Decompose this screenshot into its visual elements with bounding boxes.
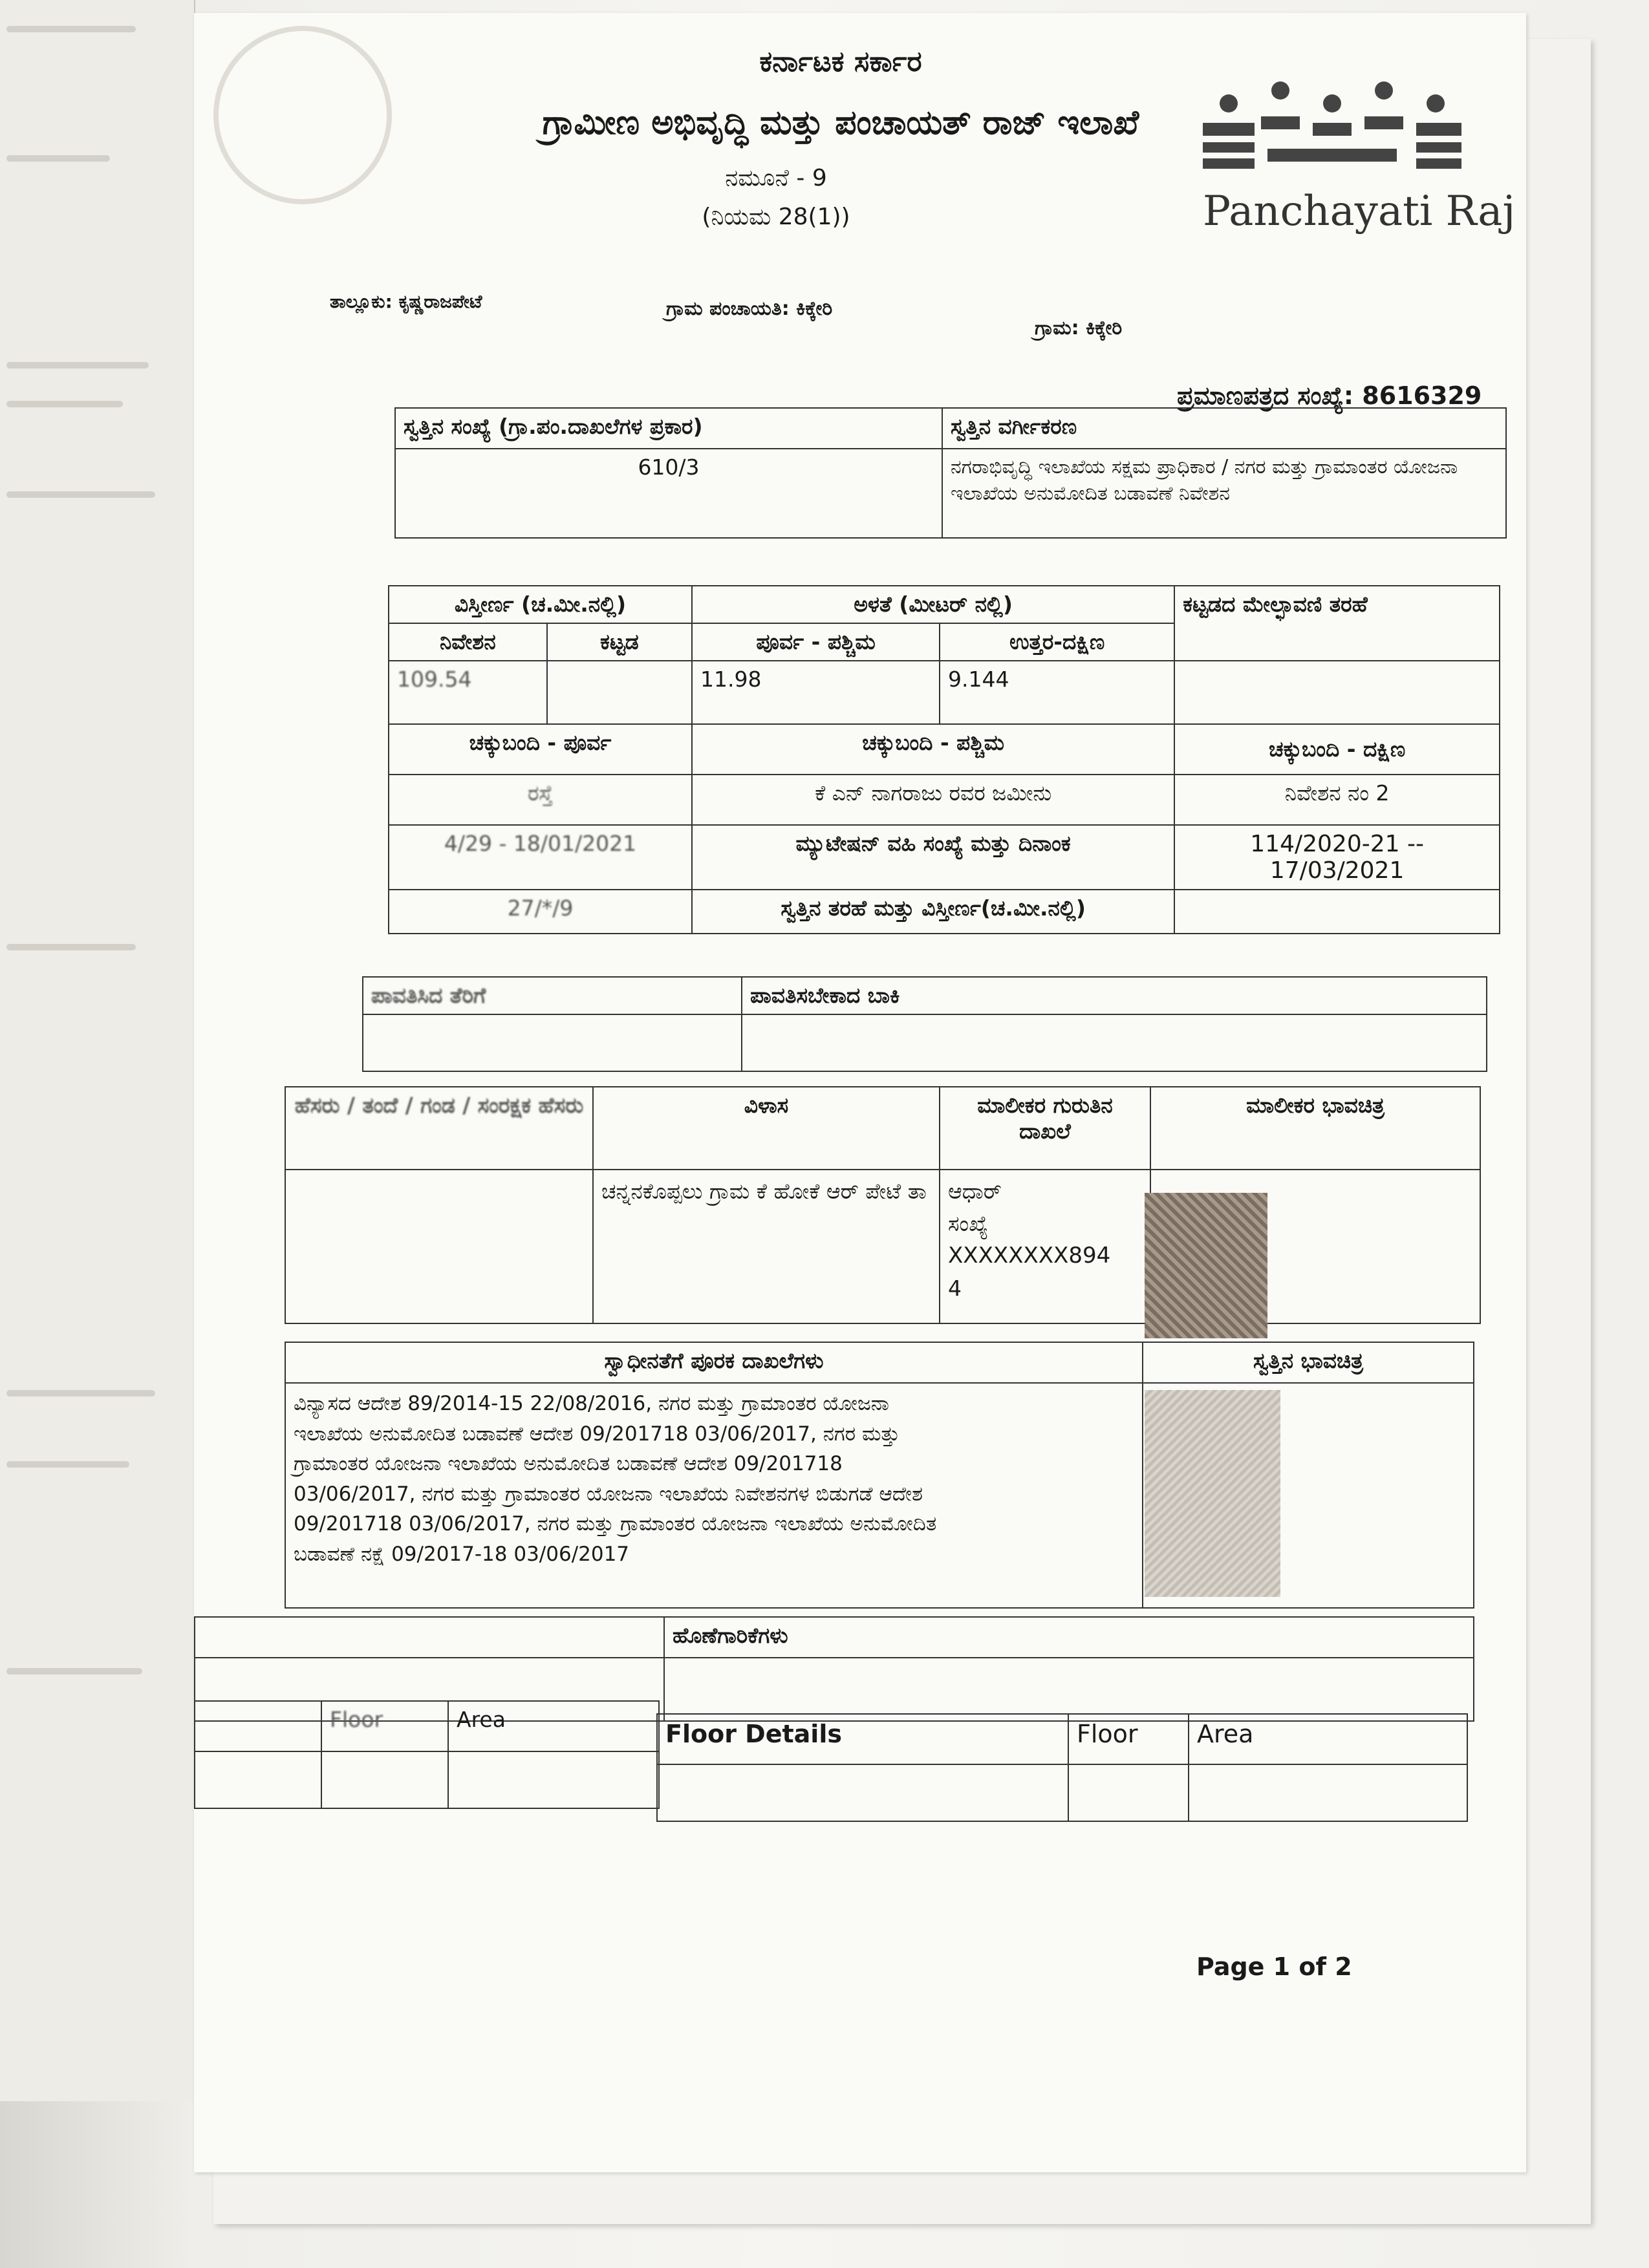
page-number: Page 1 of 2 [1196, 1952, 1352, 1981]
tax-paid-value [363, 1014, 742, 1071]
floor-left-row [195, 1751, 321, 1808]
area-header-right: Area [1189, 1714, 1467, 1764]
floor-right-row [657, 1764, 1068, 1821]
roof-type-label: ಕಟ್ಟಡದ ಮೇಲ್ಛಾವಣಿ ತರಹೆ [1174, 586, 1500, 661]
mutation-label: ಮ್ಯುಟೇಷನ್ ವಹಿ ಸಂಖ್ಯೆ ಮತ್ತು ದಿನಾಂಕ [692, 825, 1174, 890]
boundary-south-label: ಚಕ್ಕುಬಂದಿ - ದಕ್ಷಿಣ [1174, 724, 1500, 775]
floor-table-left [194, 1700, 660, 1809]
north-south-value: 9.144 [940, 661, 1174, 724]
village: ಗ್ರಾಮ: ಕಿಕ್ಕೇರಿ [1035, 317, 1123, 339]
id-value: XXXXXXXX894 [948, 1243, 1111, 1268]
taluk: ತಾಲ್ಲೂಕು: ಕೃಷ್ಣರಾಜಪೇಟೆ [330, 291, 482, 312]
classification-value: ನಗರಾಭಿವೃದ್ಧಿ ಇಲಾಖೆಯ ಸಕ್ಷಮ ಪ್ರಾಧಿಕಾರ / ನಗರ ಮತ್ತು ಗ್ರಾಮಾಂತರ ಯೋಜನಾ ಇಲಾಖೆಯ ಅನುಮೋದಿತ ಬಡಾವಣೆ ನಿವೇಶನ [942, 449, 1506, 538]
owner-address: ಚನ್ನನಕೊಪ್ಪಲು ಗ್ರಾಮ ಕೆ ಹೋಕೆ ಆರ್ ಪೇಟೆ ತಾ [593, 1170, 940, 1323]
form-number: ನಮೂನೆ - 9 [725, 165, 827, 191]
liabilities-value [664, 1658, 1474, 1721]
floor-details-header: Floor Details [657, 1714, 1068, 1764]
site-area: 109.54 [389, 661, 547, 724]
boundary-east-label: ಚಕ್ಕುಬಂದಿ - ಪೂರ್ವ [389, 724, 692, 775]
tax-due-value [742, 1014, 1487, 1071]
liabilities-left [195, 1617, 664, 1658]
type-area-label: ಸ್ವತ್ತಿನ ತರಹೆ ಮತ್ತು ವಿಸ್ತೀರ್ಣ(ಚ.ಮೀ.ನಲ್ಲಿ) [692, 890, 1174, 934]
asset-number: 610/3 [395, 449, 942, 538]
tax-paid-label: ಪಾವತಿಸಿದ ತೆರಿಗೆ [363, 977, 742, 1014]
documents-text [285, 1383, 1143, 1608]
tax-due-label: ಪಾವತಿಸಬೇಕಾದ ಬಾಕಿ [742, 977, 1487, 1014]
mutation-value: 114/2020-21 -- 17/03/2021 [1174, 825, 1500, 890]
id-value-tail: 4 [948, 1276, 962, 1301]
floor-table-right [656, 1713, 1468, 1822]
logo-text: Panchayati Raj [1203, 187, 1516, 235]
documents-table [285, 1342, 1474, 1609]
asset-photo [1145, 1390, 1280, 1597]
boundary-west-label: ಚಕ್ಕುಬಂದಿ - ಪಶ್ಚಿಮ [692, 724, 1174, 775]
roof-type-value [1174, 661, 1500, 724]
doc-line: ಗ್ರಾಮಾಂತರ ಯೋಜನಾ ಇಲಾಖೆಯ ಅನುಮೋದಿತ ಬಡಾವಣೆ ಆದೇಶ 09/201718 [294, 1452, 843, 1475]
id-number-label: ಸಂಖ್ಯೆ [948, 1210, 989, 1236]
area-header-left: Area [448, 1701, 659, 1751]
dimensions-table [388, 585, 1500, 934]
owner-name-label: ಹೆಸರು / ತಂದೆ / ಗಂಡ / ಸಂರಕ್ಷಕ ಹೆಸರು [285, 1087, 593, 1170]
asset-no-label: ಸ್ವತ್ತಿನ ಸಂಖ್ಯೆ (ಗ್ರಾ.ಪಂ.ದಾಖಲೆಗಳ ಪ್ರಕಾರ) [395, 408, 942, 449]
doc-line: ಇಲಾಖೆಯ ಅನುಮೋದಿತ ಬಡಾವಣೆ ಆದೇಶ 09/201718 03/06/2017, ನಗರ ಮತ್ತು [294, 1422, 900, 1446]
asset-photo-label: ಸ್ವತ್ತಿನ ಭಾವಚಿತ್ರ [1143, 1342, 1474, 1383]
boundary-east: ರಸ್ತೆ [389, 775, 692, 825]
gov-title: ಕರ್ನಾಟಕ ಸರ್ಕಾರ [759, 45, 922, 78]
east-west-label: ಪೂರ್ವ - ಪಶ್ಚಿಮ [692, 623, 940, 661]
building-label: ಕಟ್ಟಡ [547, 623, 692, 661]
address-label: ವಿಳಾಸ [593, 1087, 940, 1170]
left-overlapping-sheet [0, 0, 195, 2101]
east-west-value: 11.98 [692, 661, 940, 724]
owner-id-cell [940, 1170, 1150, 1323]
documents-label: ಸ್ವಾಧೀನತೆಗೆ ಪೂರಕ ದಾಖಲೆಗಳು [285, 1342, 1143, 1383]
boundary-south: ನಿವೇಶನ ನಂ 2 [1174, 775, 1500, 825]
floor-header-right: Floor [1068, 1714, 1189, 1764]
boundary-west: ಕೆ ಎನ್ ನಾಗರಾಜು ರವರ ಜಮೀನು [692, 775, 1174, 825]
id-type: ಆಧಾರ್ [948, 1179, 1002, 1204]
tax-table [362, 976, 1487, 1072]
doc-line: ವಿನ್ಯಾಸದ ಆದೇಶ 89/2014-15 22/08/2016, ನಗರ ಮತ್ತು ಗ್ರಾಮಾಂತರ ಯೋಜನಾ [294, 1392, 889, 1415]
building-area [547, 661, 692, 724]
dept-title: ಗ್ರಾಮೀಣ ಅಭಿವೃದ್ಧಿ ಮತ್ತು ಪಂಚಾಯತ್ ರಾಜ್ ಇಲಾಖೆ [542, 103, 1139, 142]
registration-number: 4/29 - 18/01/2021 [389, 825, 692, 890]
owner-name [285, 1170, 593, 1323]
doc-line: ಬಡಾವಣೆ ನಕ್ಷೆ 09/2017-18 03/06/2017 [294, 1542, 630, 1566]
doc-line: 09/201718 03/06/2017, ನಗರ ಮತ್ತು ಗ್ರಾಮಾಂತರ ಯೋಜನಾ ಇಲಾಖೆಯ ಅನುಮೋದಿತ [294, 1512, 937, 1535]
type-area-value [1174, 890, 1500, 934]
owner-photo [1145, 1193, 1267, 1338]
area-label: ವಿಸ್ತೀರ್ಣ (ಚ.ಮೀ.ನಲ್ಲಿ) [389, 586, 692, 623]
owner-table [285, 1086, 1481, 1324]
floor-blank [195, 1701, 321, 1751]
certificate-number: ಪ್ರಮಾಣಪತ್ರದ ಸಂಖ್ಯೆ: 8616329 [1177, 381, 1482, 410]
rule-number: (ನಿಯಮ 28(1)) [702, 204, 850, 230]
site-label: ನಿವೇಶನ [389, 623, 547, 661]
doc-line: 03/06/2017, ನಗರ ಮತ್ತು ಗ್ರಾಮಾಂತರ ಯೋಜನಾ ಇಲಾಖೆಯ ನಿವೇಶನಗಳ ಬಿಡುಗಡೆ ಆದೇಶ [294, 1482, 923, 1506]
size-code: 27/*/9 [389, 890, 692, 934]
north-south-label: ಉತ್ತರ-ದಕ್ಷಿಣ [940, 623, 1174, 661]
gram-panchayat: ಗ್ರಾಮ ಪಂಚಾಯತಿ: ಕಿಕ್ಕೇರಿ [666, 297, 833, 320]
dimension-label: ಅಳತೆ (ಮೀಟರ್ ನಲ್ಲಿ) [692, 586, 1174, 623]
owner-id-label: ಮಾಲೀಕರ ಗುರುತಿನ ದಾಖಲೆ [940, 1087, 1150, 1170]
owner-photo-label: ಮಾಲೀಕರ ಭಾವಚಿತ್ರ [1150, 1087, 1480, 1170]
floor-header-left: Floor [321, 1701, 448, 1751]
liabilities-label: ಹೊಣೆಗಾರಿಕೆಗಳು [664, 1617, 1474, 1658]
property-asset-table [394, 407, 1507, 539]
classification-label: ಸ್ವತ್ತಿನ ವರ್ಗೀಕರಣ [942, 408, 1506, 449]
